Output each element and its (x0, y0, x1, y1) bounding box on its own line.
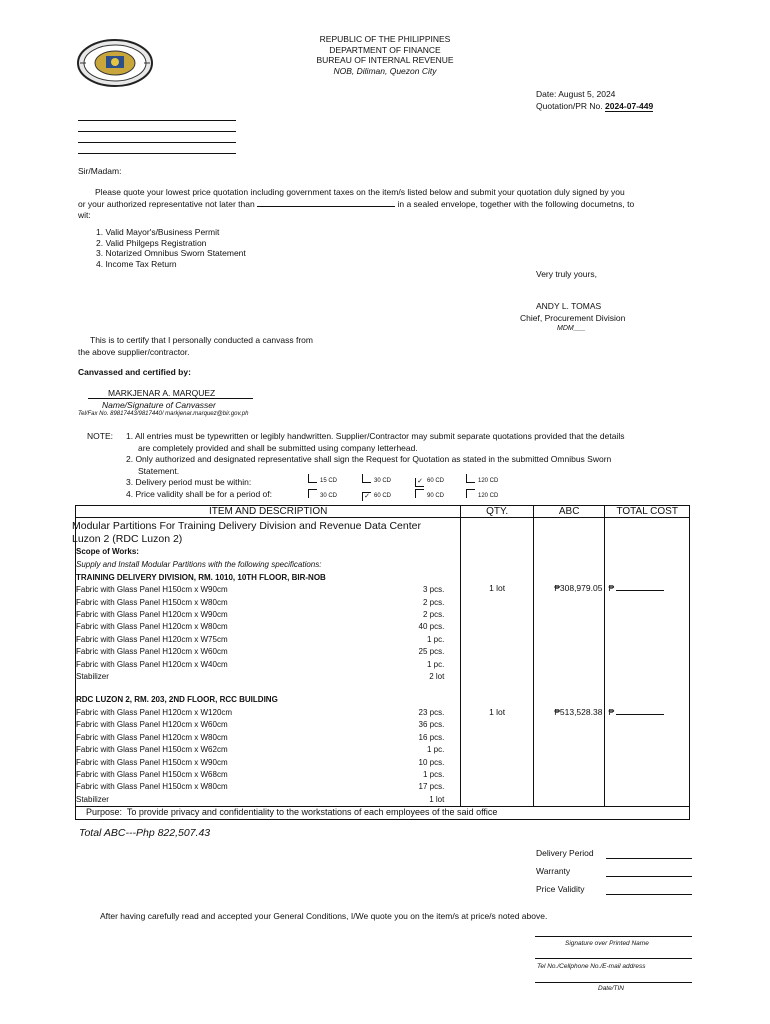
item-name: Fabric with Glass Panel H150cm x W80cm (76, 782, 228, 792)
item-qty: 23 pcs. (418, 707, 445, 717)
item-name: Fabric with Glass Panel H120cm x W40cm (76, 659, 228, 669)
project-title-1: Modular Partitions For Training Delivery Division and Revenue Data Center (72, 520, 421, 532)
date-text: Date: August 5, 2024 (536, 89, 616, 99)
price-validity-field[interactable] (536, 884, 585, 894)
list-item (76, 671, 460, 683)
section-2-items (76, 707, 460, 806)
supply-text: Supply and Install Modular Partitions with the following specifications: (76, 560, 322, 570)
quotation-number (536, 101, 653, 111)
delivery-checkbox-30[interactable]: 30 CD (362, 474, 391, 484)
checkbox-icon (308, 474, 317, 483)
intro-line-2b: in a sealed envelope, together with the following documetns, to (397, 199, 635, 209)
requirement-item: 3. Notarized Omnibus Sworn Statement (96, 248, 246, 258)
list-item (76, 732, 460, 744)
item-name: Fabric with Glass Panel H150cm x W90cm (76, 585, 228, 595)
scope-label: Scope of Works: (76, 547, 139, 556)
canvasser-name: MARKJENAR A. MARQUEZ (108, 388, 216, 398)
total-blank[interactable] (616, 714, 664, 715)
validity-checkbox-30[interactable]: 30 CD (308, 489, 337, 499)
validity-checkbox-90[interactable]: 90 CD (415, 489, 444, 499)
item-qty: 1 lot (429, 794, 445, 804)
item-qty: 1 pc. (427, 745, 445, 755)
quotation-table (72, 505, 690, 820)
canvassed-label: Canvassed and certified by: (78, 367, 191, 377)
addressee-line[interactable] (78, 153, 236, 154)
quotation-label: Quotation/PR No. (536, 101, 603, 111)
item-name: Fabric with Glass Panel H150cm x W68cm (76, 769, 228, 779)
item-qty: 17 pcs. (418, 782, 445, 792)
list-item (76, 609, 460, 621)
section-1-total[interactable]: ₱ (608, 583, 664, 593)
note-label: NOTE: (87, 431, 113, 441)
canvasser-caption: Name/Signature of Canvasser (102, 400, 216, 410)
total-abc: Total ABC---Php 822,507.43 (79, 827, 211, 839)
item-qty: 40 pcs. (418, 622, 445, 632)
item-name: Stabilizer (76, 794, 109, 804)
section-2-qty: 1 lot (489, 707, 506, 717)
list-item (76, 794, 460, 806)
checkbox-icon (415, 489, 424, 498)
section-1-heading: TRAINING DELIVERY DIVISION, RM. 1010, 10TH FLOOR, BIR-NOB (76, 572, 326, 582)
list-item (76, 719, 460, 731)
acceptance-text: After having carefully read and accepted your General Conditions, I/We quote you on the item/s at price/s noted above. (100, 911, 548, 921)
list-item (76, 634, 460, 646)
signatory-name: ANDY L. TOMAS (536, 301, 602, 311)
addressee-line[interactable] (78, 131, 236, 132)
col-header-description: ITEM AND DESCRIPTION (76, 506, 461, 518)
salutation: Sir/Madam: (78, 166, 122, 176)
item-qty: 2 pcs. (423, 597, 445, 607)
list-item (76, 707, 460, 719)
item-qty: 2 lot (429, 672, 445, 682)
total-cost-cell (605, 518, 690, 807)
section-2-abc: ₱513,528.38 (554, 707, 603, 717)
table-header-row (76, 506, 690, 518)
list-item (76, 597, 460, 609)
contact-line[interactable] (535, 958, 692, 959)
purpose-text: To provide privacy and confidentiality to the workstations of each employees of the said office (126, 807, 498, 818)
col-header-abc: ABC (533, 506, 605, 518)
checkbox-icon (466, 474, 475, 483)
warranty-input[interactable] (606, 876, 692, 877)
warranty-field[interactable] (536, 866, 570, 876)
item-name: Fabric with Glass Panel H120cm x W90cm (76, 610, 228, 620)
delivery-checkbox-120[interactable]: 120 CD (466, 474, 498, 484)
date-tin-caption: Date/TIN (598, 985, 625, 992)
item-name: Fabric with Glass Panel H120cm x W80cm (76, 732, 228, 742)
list-item (76, 757, 460, 769)
table-row (76, 518, 690, 807)
section-1-abc: ₱308,979.05 (554, 583, 603, 593)
requirement-item: 2. Valid Philgeps Registration (96, 237, 207, 248)
list-item (76, 744, 460, 756)
checkbox-icon (308, 489, 317, 498)
list-item (76, 781, 460, 793)
note-1a: 1. All entries must be typewritten or legibly handwritten. Supplier/Contractor may submit separate quotations provided that the details (126, 431, 625, 441)
list-item (76, 621, 460, 633)
abc-cell (533, 518, 605, 807)
delivery-period-field[interactable] (536, 848, 594, 858)
checkbox-icon (466, 489, 475, 498)
item-qty: 2 pcs. (423, 610, 445, 620)
checkmark-icon: ✓ (362, 492, 371, 501)
qty-cell (461, 518, 534, 807)
signature-line[interactable] (535, 936, 692, 937)
checkmark-icon: ✓ (415, 478, 424, 487)
requirement-item: 1. Valid Mayor's/Business Permit (96, 227, 220, 237)
note-4: 4. Price validity shall be for a period of: (126, 488, 272, 499)
item-name: Fabric with Glass Panel H120cm x W75cm (76, 634, 228, 644)
agency-header (0, 34, 770, 76)
intro-line-3: wit: (78, 210, 91, 220)
item-qty: 3 pcs. (423, 585, 445, 595)
purpose-cell (76, 807, 690, 820)
header-address: NOB, Diliman, Quezon City (333, 65, 437, 76)
list-item (76, 769, 460, 781)
requirement-item: 4. Income Tax Return (96, 258, 177, 269)
delivery-period-input[interactable] (606, 858, 692, 859)
requirements-list (96, 227, 246, 269)
col-header-total-cost: TOTAL COST (605, 506, 690, 518)
description-cell (72, 518, 461, 807)
section-2-total[interactable]: ₱ (608, 707, 664, 717)
section-1-qty: 1 lot (489, 583, 506, 593)
project-title-2: Luzon 2 (RDC Luzon 2) (72, 533, 183, 545)
item-name: Stabilizer (76, 672, 109, 682)
list-item (76, 584, 460, 596)
delivery-checkbox-60[interactable]: ✓ 60 CD (415, 474, 444, 487)
certify-line-2: the above supplier/contractor. (78, 347, 190, 357)
item-qty: 1 pc. (427, 659, 445, 669)
signature-caption: Signature over Printed Name (565, 940, 649, 947)
note-2b: Statement. (138, 465, 180, 476)
item-qty: 25 pcs. (418, 647, 445, 657)
intro-line-2 (78, 199, 634, 209)
header-line-3: BUREAU OF INTERNAL REVENUE (316, 55, 454, 65)
list-item (76, 659, 460, 671)
delivery-checkbox-15[interactable]: 15 CD (308, 474, 337, 484)
note-1b: are completely provided and shall be submitted using company letterhead. (138, 442, 418, 453)
note-3: 3. Delivery period must be within: (126, 477, 252, 487)
item-name: Fabric with Glass Panel H120cm x W60cm (76, 647, 228, 657)
addressee-line[interactable] (78, 142, 236, 143)
addressee-line[interactable] (78, 120, 236, 121)
section-2-heading: RDC LUZON 2, RM. 203, 2ND FLOOR, RCC BUILDING (76, 695, 278, 705)
delivery-period-label: Delivery Period (536, 848, 594, 858)
total-blank[interactable] (616, 590, 664, 591)
canvasser-contact: Tel/Fax No. 89817443/9817440/ markjenar.marquez@bir.gov.ph (78, 411, 249, 417)
contact-caption: Tel No./Cellphone No./E-mail address (537, 963, 646, 970)
item-name: Fabric with Glass Panel H120cm x W120cm (76, 707, 233, 717)
validity-checkbox-60[interactable]: ✓ 60 CD (362, 489, 391, 501)
price-validity-label: Price Validity (536, 884, 585, 894)
note-2a: 2. Only authorized and designated representative shall sign the Request for Quotation as stated in the submitted Omnibus Sworn (126, 454, 612, 464)
item-name: Fabric with Glass Panel H150cm x W62cm (76, 745, 228, 755)
item-qty: 36 pcs. (418, 720, 445, 730)
item-qty: 10 pcs. (418, 757, 445, 767)
col-header-qty: QTY. (461, 506, 534, 518)
quotation-value: 2024-07-449 (605, 101, 654, 111)
purpose-row (76, 807, 690, 820)
date-tin-line[interactable] (535, 982, 692, 983)
list-item (76, 646, 460, 658)
purpose-label: Purpose: (86, 807, 123, 818)
checkbox-icon (362, 474, 371, 483)
item-qty: 1 pc. (427, 634, 445, 644)
item-name: Fabric with Glass Panel H150cm x W90cm (76, 757, 228, 767)
header-line-1: REPUBLIC OF THE PHILIPPINES (319, 34, 451, 44)
item-name: Fabric with Glass Panel H150cm x W80cm (76, 597, 228, 607)
deadline-blank[interactable] (257, 206, 395, 207)
warranty-label: Warranty (536, 866, 571, 876)
section-1-items (76, 584, 460, 683)
item-qty: 1 pcs. (423, 769, 445, 779)
certify-line-1: This is to certify that I personally conducted a canvass from (90, 335, 313, 345)
header-line-2: DEPARTMENT OF FINANCE (329, 44, 441, 55)
initials: MDM___ (557, 325, 586, 332)
signatory-title: Chief, Procurement Division (520, 313, 626, 323)
closing-text: Very truly yours, (536, 269, 597, 279)
intro-line-1: Please quote your lowest price quotation including government taxes on the item/s listed below and submit your quotation duly signed by you (95, 187, 625, 197)
item-name: Fabric with Glass Panel H120cm x W80cm (76, 622, 228, 632)
item-qty: 16 pcs. (418, 732, 445, 742)
validity-checkbox-120[interactable]: 120 CD (466, 489, 498, 499)
canvasser-signature-line (88, 398, 253, 399)
intro-line-2a: or your authorized representative not later than (78, 199, 255, 209)
price-validity-input[interactable] (606, 894, 692, 895)
item-name: Fabric with Glass Panel H120cm x W60cm (76, 720, 228, 730)
